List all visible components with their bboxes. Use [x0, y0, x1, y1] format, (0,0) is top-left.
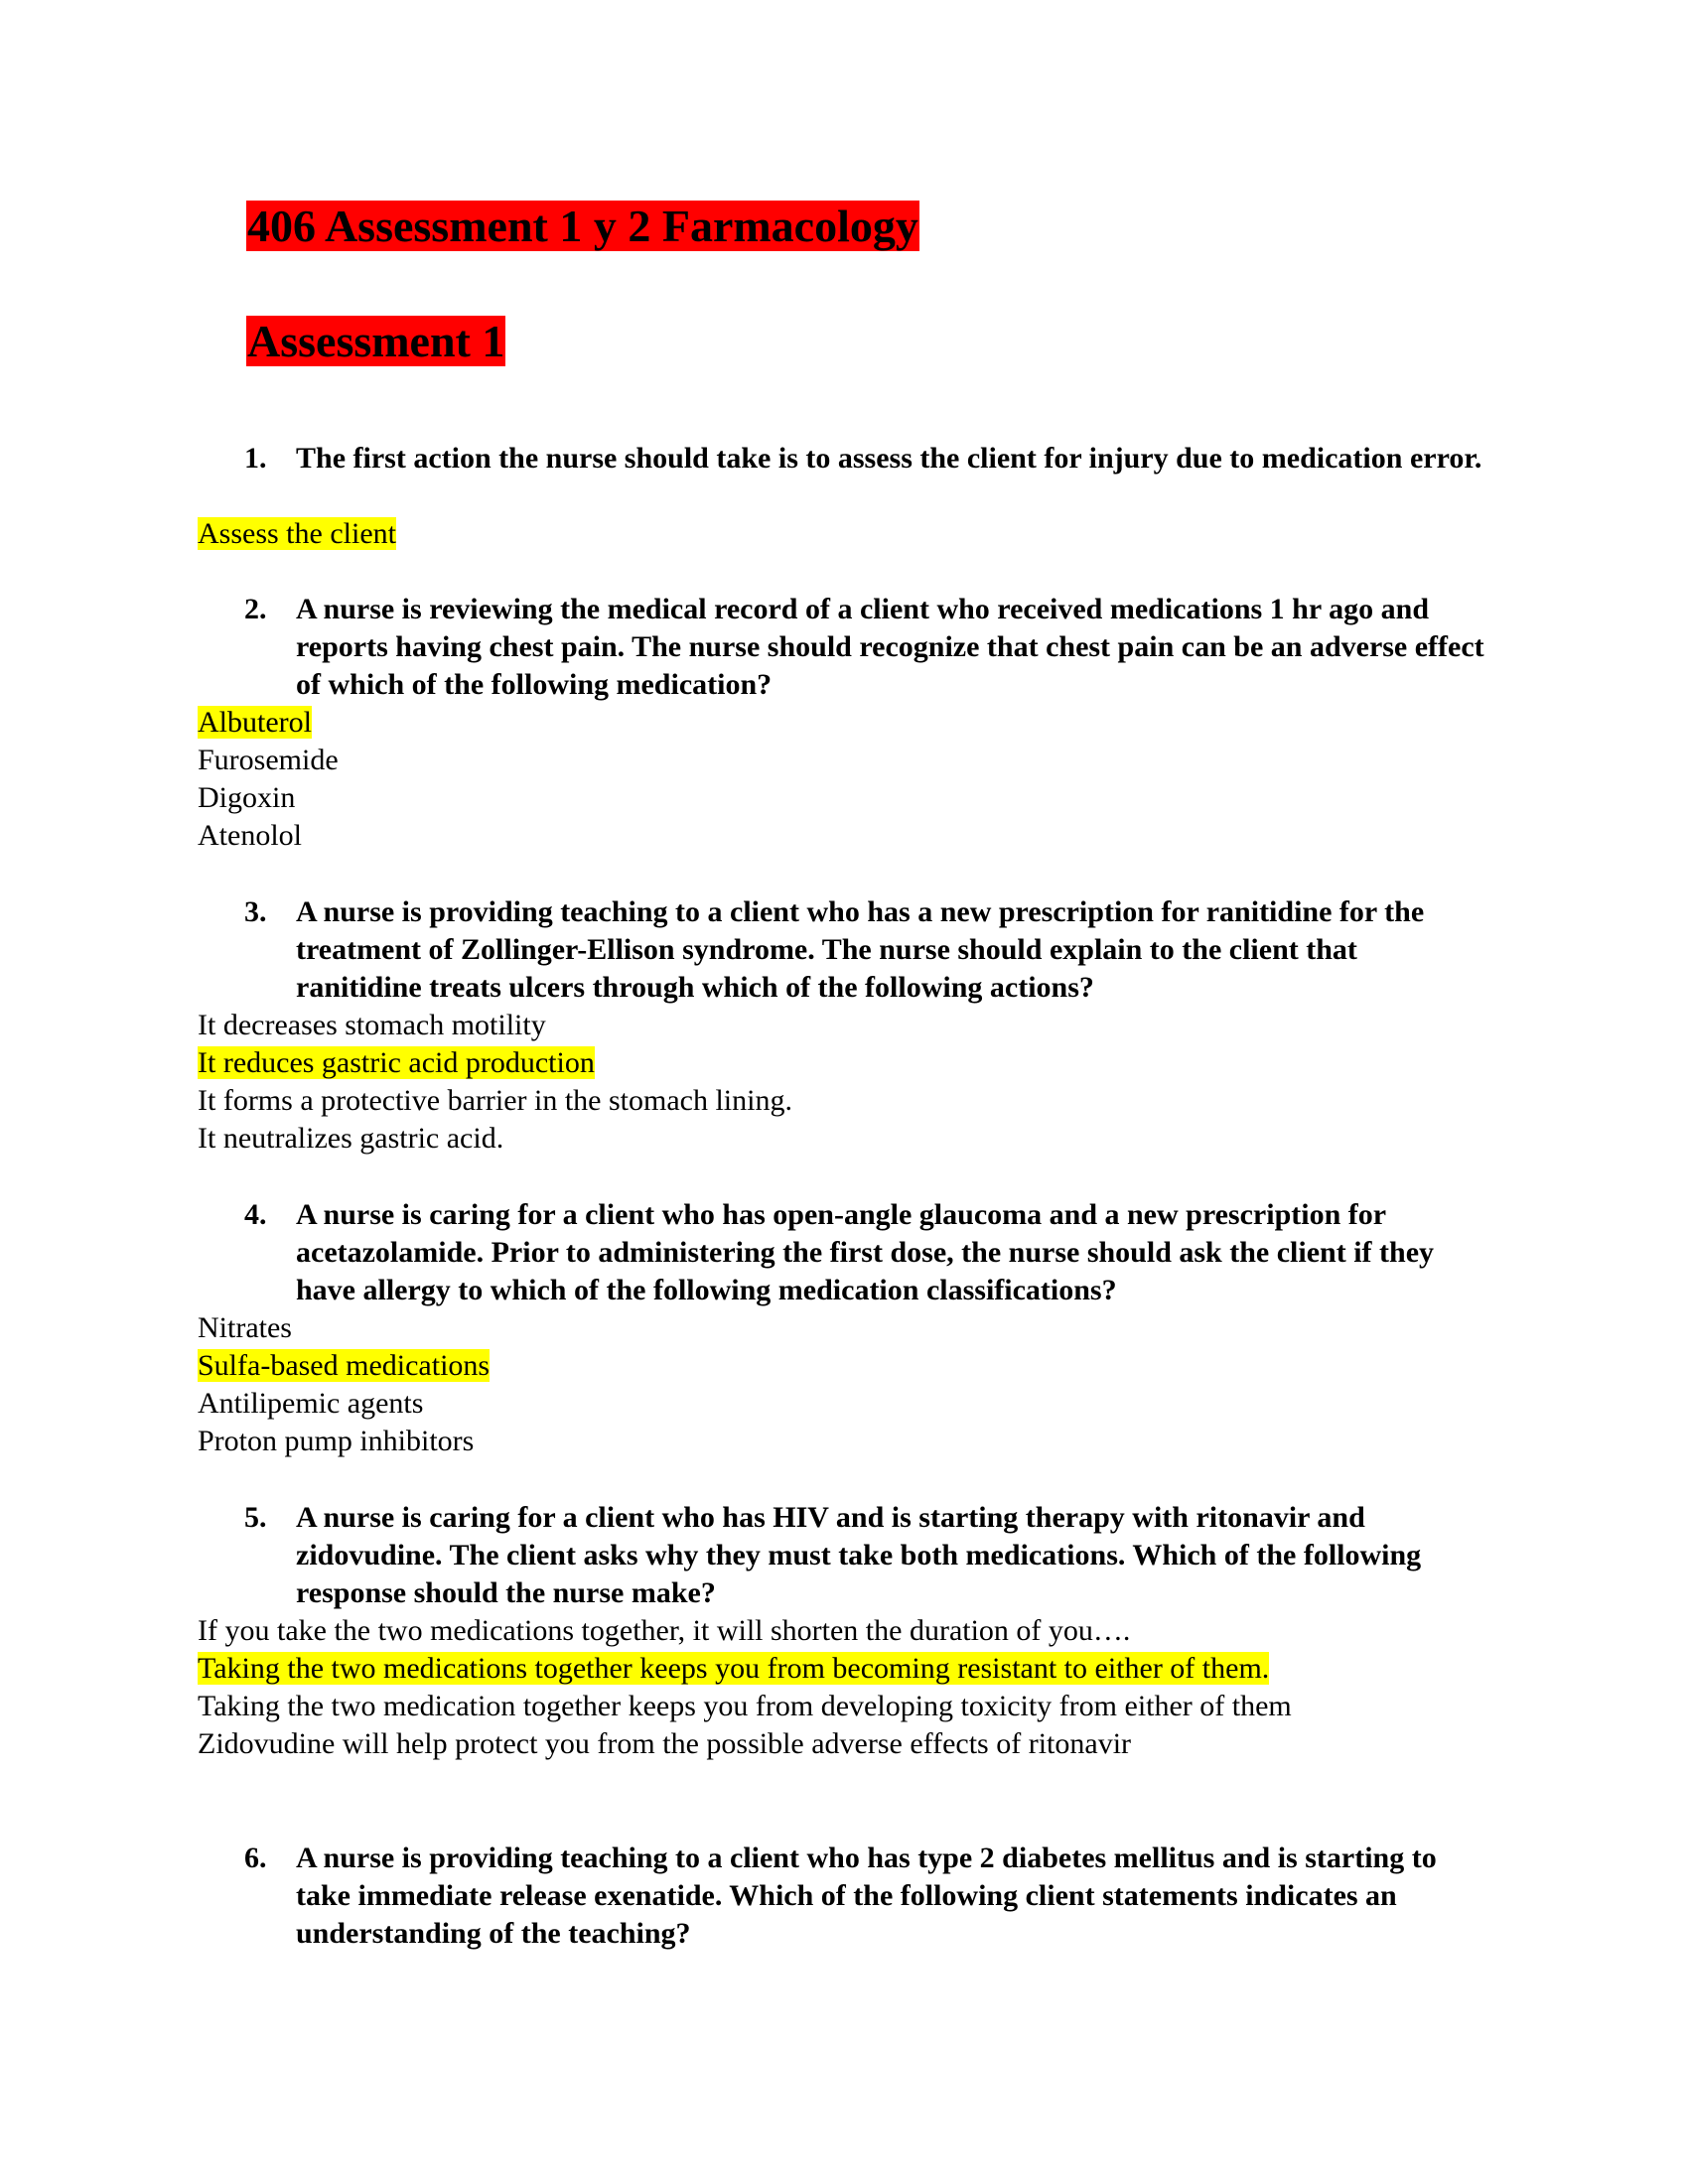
- answer-option: Taking the two medication together keeps you from developing toxicity from either of them: [198, 1690, 1292, 1722]
- answer-option: It reduces gastric acid production: [198, 1046, 595, 1079]
- answer-option: Atenolol: [198, 819, 302, 852]
- answer-option: Assess the client: [198, 517, 396, 550]
- question-number: 3.: [244, 895, 267, 928]
- document-title: 406 Assessment 1 y 2 Farmacology: [247, 201, 918, 251]
- question-text: A nurse is providing teaching to a client who has a new prescription for ranitidine for the treatment of Zollinger-Ellison syndrome. The nurse should explain to the client that ranitidine treats ulcers through which of the following actions?: [296, 895, 1425, 1004]
- section-heading: Assessment 1: [247, 316, 505, 366]
- question-number: 4.: [244, 1198, 267, 1231]
- question-text: The first action the nurse should take is to assess the client for injury due to medication error.: [296, 442, 1482, 475]
- answer-option: It forms a protective barrier in the stomach lining.: [198, 1084, 792, 1117]
- answer-option: If you take the two medications together, it will shorten the duration of you….: [198, 1614, 1131, 1647]
- answer-option: It decreases stomach motility: [198, 1009, 546, 1041]
- question-number: 5.: [244, 1501, 267, 1534]
- answer-option: Nitrates: [198, 1311, 292, 1344]
- answer-option: Taking the two medications together keeps you from becoming resistant to either of them.: [198, 1652, 1270, 1685]
- question-number: 2.: [244, 593, 267, 625]
- answer-option: Sulfa-based medications: [198, 1349, 491, 1382]
- question-text: A nurse is reviewing the medical record of a client who received medications 1 hr ago and reports having chest pain. The nurse should recognize that chest pain can be an adverse effect of which of the following medication?: [296, 593, 1484, 701]
- answer-option: It neutralizes gastric acid.: [198, 1122, 504, 1155]
- question-number: 1.: [244, 442, 267, 475]
- answer-options: [198, 515, 1488, 553]
- answer-option: Digoxin: [198, 781, 296, 814]
- answer-option: Albuterol: [198, 706, 312, 739]
- question-text: A nurse is caring for a client who has open-angle glaucoma and a new prescription for acetazolamide. Prior to administering the first dose, the nurse should ask the client if they have allergy to which of the following medication classifications?: [296, 1198, 1435, 1306]
- answer-options: [198, 1007, 1488, 1158]
- answer-options: [198, 1612, 1488, 1763]
- answer-options: [198, 1309, 1488, 1460]
- question-text: A nurse is caring for a client who has HIV and is starting therapy with ritonavir and zidovudine. The client asks why they must take both medications. Which of the following response should the nurse make?: [296, 1501, 1422, 1609]
- answer-option: Proton pump inhibitors: [198, 1425, 475, 1457]
- answer-option: Antilipemic agents: [198, 1387, 424, 1420]
- question-number: 6.: [244, 1842, 267, 1874]
- answer-option: Zidovudine will help protect you from the possible adverse effects of ritonavir: [198, 1727, 1132, 1760]
- answer-option: Furosemide: [198, 744, 339, 776]
- answer-options: [198, 704, 1488, 855]
- question-text: A nurse is providing teaching to a client who has type 2 diabetes mellitus and is starting to take immediate release exenatide. Which of the following client statements indicates an understanding of the teaching?: [296, 1842, 1437, 1950]
